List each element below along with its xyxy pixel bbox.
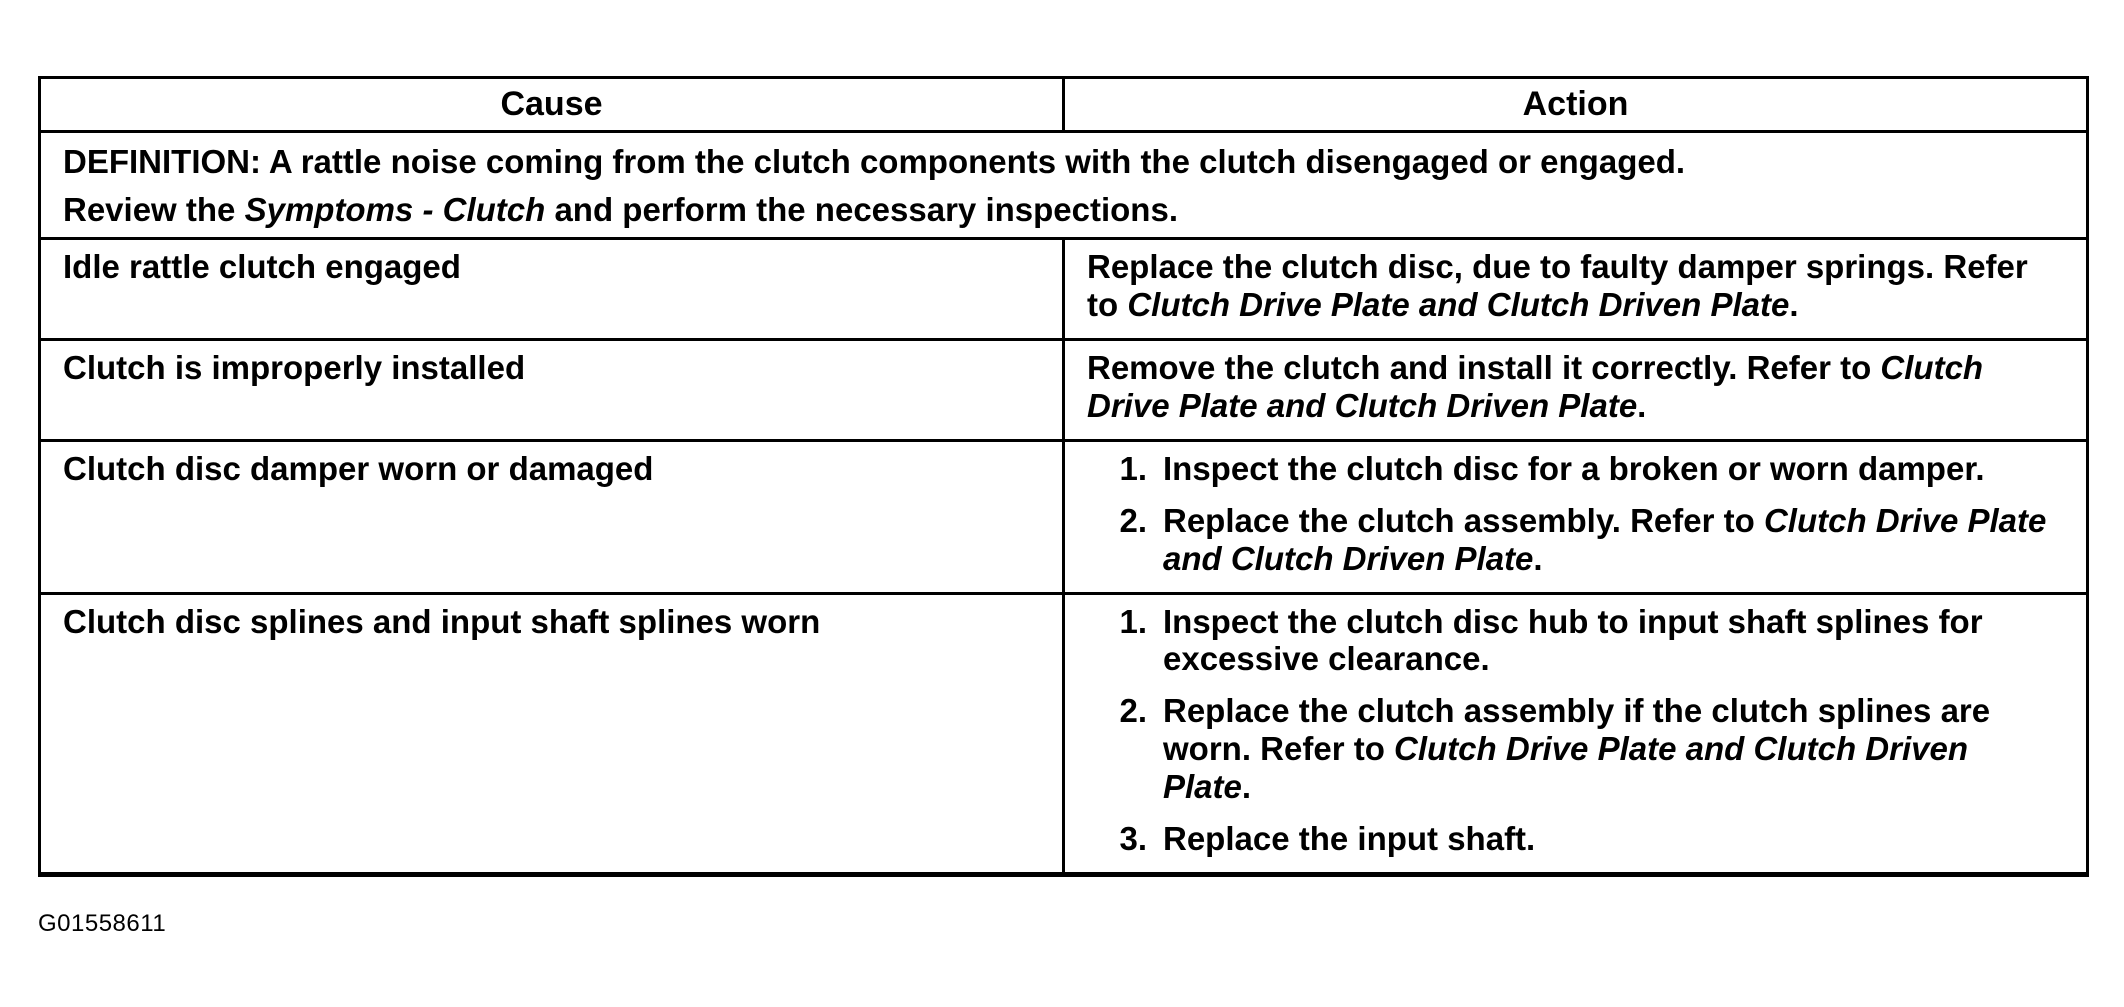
action-header: Action [1064, 78, 2088, 132]
cause-header: Cause [40, 78, 1064, 132]
figure-id: G01558611 [38, 910, 167, 937]
step-text-main: Replace the input shaft. [1163, 820, 1536, 858]
review-reference: Symptoms - Clutch [244, 191, 546, 229]
action-reference: Clutch Drive Plate and Clutch Driven Plate [1087, 348, 1984, 424]
action-cell [1064, 339, 2088, 440]
step-text-main: Inspect the clutch disc for a broken or worn damper. [1163, 449, 1985, 487]
step-text-end: . [1241, 768, 1252, 806]
step-text [1163, 820, 2064, 858]
step-reference: Clutch Drive Plate and Clutch Driven Plate [1163, 501, 2047, 577]
step-text-main: Replace the clutch assembly if the clutch splines are worn. Refer to [1163, 692, 1991, 768]
action-text: Remove the clutch and install it correctly. Refer to [1087, 348, 1881, 386]
action-step [1087, 450, 2064, 488]
action-step [1087, 820, 2064, 858]
action-text-end: . [1637, 386, 1647, 424]
step-text-main: Inspect the clutch disc hub to input shaft splines for excessive clearance. [1163, 602, 1983, 678]
table-row [40, 238, 2088, 339]
action-cell [1064, 238, 2088, 339]
step-text-end: . [1533, 539, 1543, 577]
table-row [40, 440, 2088, 593]
action-reference: Clutch Drive Plate and Clutch Driven Plate [1127, 285, 1790, 323]
action-text-end: . [1789, 285, 1799, 323]
step-reference: Clutch Drive Plate and Clutch Driven Plate [1163, 730, 1968, 806]
review-text-pre: Review the [63, 191, 245, 229]
step-number: 1. [1119, 449, 1147, 487]
action-step [1087, 603, 2064, 679]
step-text [1163, 450, 2064, 488]
step-number: 2. [1119, 501, 1147, 539]
action-step [1087, 692, 2064, 806]
table-row [40, 339, 2088, 440]
definition-text: DEFINITION: A rattle noise coming from the clutch components with the clutch disengaged or engaged. [63, 143, 1686, 181]
action-step [1087, 502, 2064, 578]
definition-row [40, 132, 2088, 239]
cause-cell: Clutch is improperly installed [40, 339, 1064, 440]
action-text: Replace the clutch disc, due to faulty damper springs. Refer to [1087, 247, 2028, 323]
action-cell [1064, 593, 2088, 875]
review-text-post: and perform the necessary inspections. [545, 191, 1178, 229]
step-number: 3. [1119, 820, 1147, 858]
step-text [1163, 502, 2064, 578]
diagnostic-table [38, 76, 2089, 877]
cause-cell: Idle rattle clutch engaged [40, 238, 1064, 339]
table-row [40, 593, 2088, 875]
definition-cell [40, 132, 2088, 239]
step-text [1163, 603, 2064, 679]
action-steps [1087, 603, 2064, 859]
action-cell [1064, 440, 2088, 593]
step-number: 1. [1119, 602, 1147, 640]
step-text [1163, 692, 2064, 806]
step-text-main: Replace the clutch assembly. Refer to [1163, 501, 1764, 539]
review-instruction [63, 191, 2064, 229]
step-number: 2. [1119, 692, 1147, 730]
cause-cell: Clutch disc splines and input shaft splines worn [40, 593, 1064, 875]
cause-cell: Clutch disc damper worn or damaged [40, 440, 1064, 593]
action-steps [1087, 450, 2064, 578]
header-row [40, 78, 2088, 132]
